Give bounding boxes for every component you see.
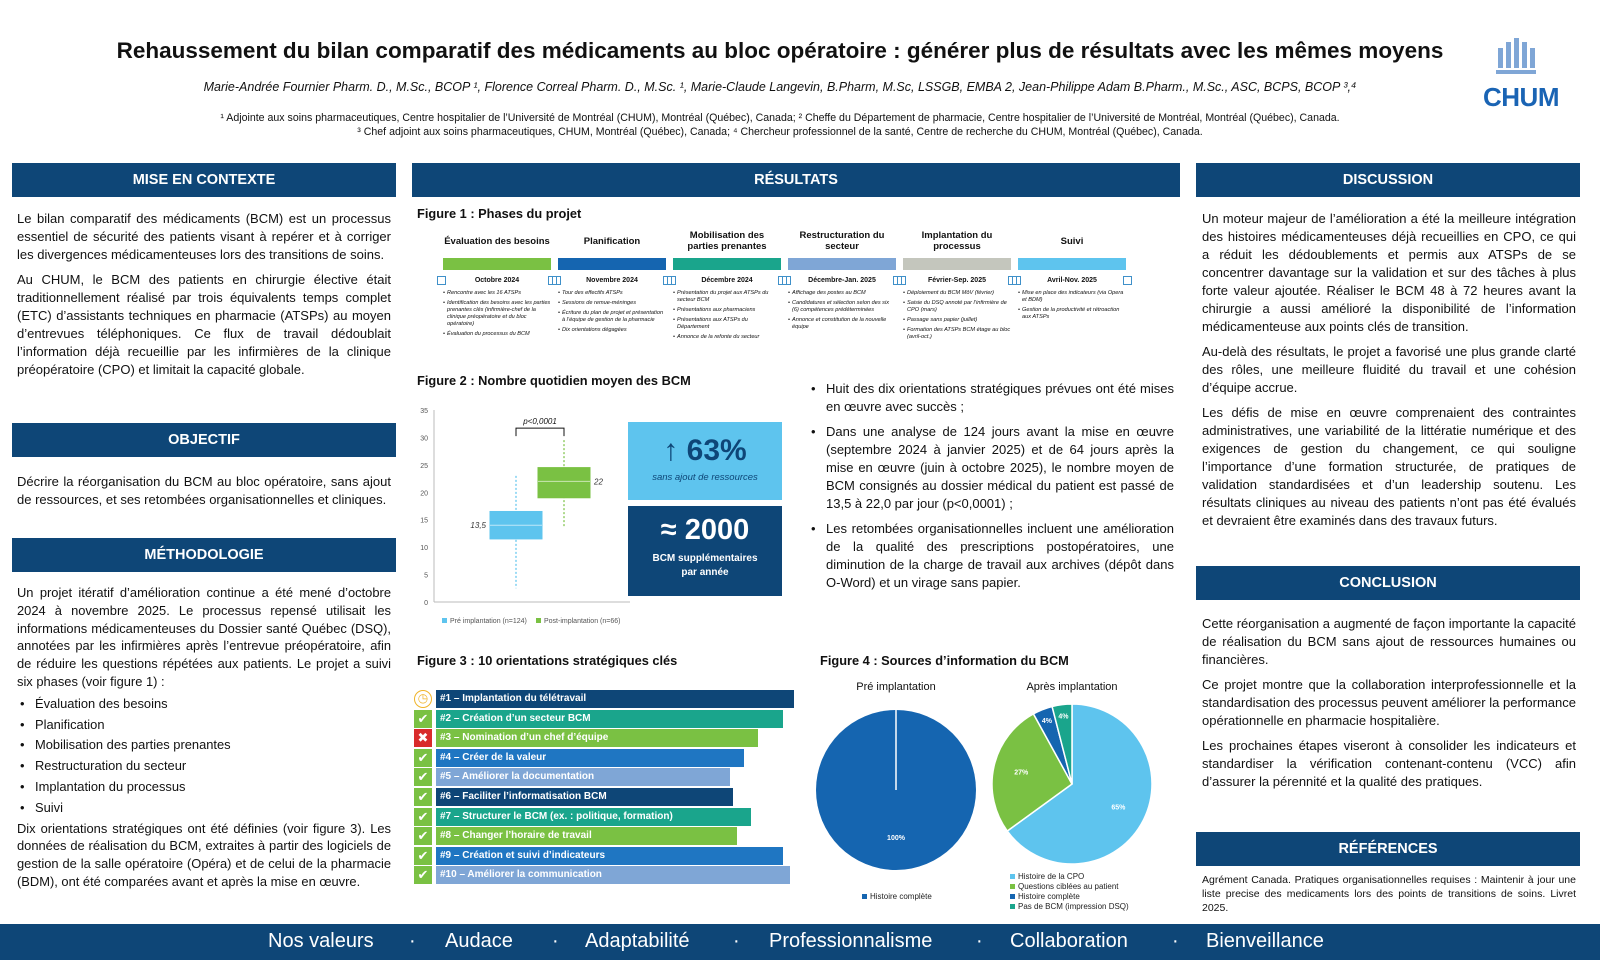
orientation-row: [414, 710, 794, 728]
authors-line: Marie-Andrée Fournier Pharm. D., M.Sc., BCOP ¹, Florence Correal Pharm. D., M.Sc. ¹, Marie-Claude Langevin, B.Pharm, M.Sc, LSSGB, EMBA 2, Jean-Philippe Adam B.Pharm., M.Sc., ASC, BCPS, BCOP ³,⁴: [203, 80, 1357, 94]
orientation-bar: #1 – Implantation du télétravail: [436, 690, 794, 708]
information-sources-pie-charts: [808, 676, 1180, 914]
stat-percentage-number: 63%: [686, 434, 747, 467]
legend-label: Pré implantation (n=124): [450, 618, 527, 625]
phase-name: Suivi: [1060, 235, 1084, 247]
phase-column: [1018, 226, 1126, 352]
phase-activities: [558, 290, 666, 337]
checkmark-icon: ✔: [414, 749, 432, 767]
discussion-paragraph-3: Les défis de mise en œuvre comprenaient des contraintes administratives, une variabilité de la littératie numérique et des exigences de gestion du changement, ce qui souligne l’importance d’une formation structurée, de pratiques de validation standardisées et d’un leadership soutenu. Les résultats cliniques au niveau des patients n’ont pas été évalués et devraient être examinés dans des travaux futurs.: [1202, 405, 1576, 528]
phase-list-item: • Planification: [17, 716, 391, 734]
arrow-up-icon: ↑: [663, 434, 679, 467]
footer-separator: ·: [552, 930, 559, 952]
phases-list: [17, 695, 391, 817]
phase-color-bar: [1018, 258, 1126, 270]
methodologie-text: [17, 584, 391, 898]
objectif-paragraph: Décrire la réorganisation du BCM au bloc opératoire, sans ajout de ressources, et ses retombées organisationnelles et cliniques.: [17, 474, 391, 507]
y-tick-label: 5: [424, 572, 428, 580]
legend-swatch: [536, 618, 541, 623]
orientation-bar: #6 – Faciliter l’informatisation BCM: [436, 788, 733, 806]
phase-list-item: • Suivi: [17, 799, 391, 817]
orientation-row: [414, 768, 794, 786]
phase-color-bar: [788, 258, 896, 270]
discussion-paragraph-2: Au-delà des résultats, le projet a favorisé une plus grande clarté des rôles, une meilleure fluidité du travail et une cohésion d’équipe accrue.: [1202, 344, 1576, 395]
pie-legend-label: Pas de BCM (impression DSQ): [1018, 902, 1129, 911]
phase-column: [788, 226, 896, 352]
phase-column: [903, 226, 1011, 352]
footer-value: Collaboration: [1010, 930, 1128, 952]
pie-legend-swatch: [1010, 884, 1015, 889]
phase-activity: • Présentation du projet aux ATSPs du secteur BCM: [673, 290, 781, 304]
resultat-bullet: • Les retombées organisationnelles incluent une amélioration de la qualité des prescriptions postopératoires, une diminution de la charge de travail aux archives (dépôt dans O-Word) et un virage sans papier.: [808, 520, 1174, 592]
phase-activities: [673, 290, 781, 344]
phase-name: Évaluation des besoins: [444, 235, 550, 247]
stat-count-label: [628, 552, 782, 580]
reference-item: Agrément Canada. Pratiques organisationnelles requises : Maintenir à jour une liste precise des medicaments lors des points de transitions de soins. Livret 2025.: [1202, 874, 1576, 914]
phase-activity: • Mise en place des indicateurs (via Opera et BDM): [1018, 290, 1126, 304]
footer-value: Audace: [445, 930, 513, 952]
phase-date: Décembre 2024: [673, 274, 781, 287]
phase-activity: • Présentations aux pharmaciens: [673, 307, 781, 314]
orientation-row: [414, 690, 794, 708]
phase-date: Novembre 2024: [558, 274, 666, 287]
methodologie-paragraph-2: Dix orientations stratégiques ont été définies (voir figure 3). Les données de réalisation du BCM, extraites à partir des logiciels de gestion de la salle opératoire (Opéra) et de celui de la pharmacie (BDM), ont été comparées avant et après la mise en œuvre.: [17, 820, 391, 889]
orientation-bar: #7 – Structurer le BCM (ex. : politique, formation): [436, 808, 751, 826]
objectif-text: [17, 473, 391, 516]
checkmark-icon: ✔: [414, 847, 432, 865]
values-footer: [0, 924, 1600, 960]
phase-color-bar: [903, 258, 1011, 270]
orientation-bar: #4 – Créer de la valeur: [436, 749, 744, 767]
phase-activity: • Gestion de la productivité et rétroaction aux ATSPs: [1018, 307, 1126, 321]
pie-legend-swatch: [1010, 904, 1015, 909]
phase-activity: • Identification des besoins avec les parties prenantes clés (infirmière-chef de la clinique préopératoire et du bloc opératoire): [443, 300, 551, 328]
phase-activities: [903, 290, 1011, 344]
pie-value-label: 4%: [1041, 717, 1053, 725]
footer-separator: ·: [976, 930, 983, 952]
footer-separator: ·: [1172, 930, 1179, 952]
phase-activity: • Candidatures et sélection selon des six (6) compétences prédéterminées: [788, 300, 896, 314]
contexte-paragraph-1: Le bilan comparatif des médicaments (BCM) est un processus essentiel de sécurité des patients visant à repérer et à corriger les divergences médicamenteuses lors des transitions de soins.: [17, 211, 391, 262]
bcm-boxplot-chart: [412, 400, 644, 632]
pie-title: Après implantation: [1026, 681, 1118, 693]
chum-logo-icon: [1496, 38, 1536, 76]
stat-percentage-value: [628, 434, 782, 468]
affiliations: [60, 111, 1500, 139]
phase-column: [673, 226, 781, 352]
pie-legend-label: Questions ciblées au patient: [1018, 882, 1119, 891]
phase-name: Mobilisation des parties prenantes: [687, 230, 767, 252]
pie-legend-label: Histoire de la CPO: [1018, 872, 1085, 881]
orientation-row: [414, 788, 794, 806]
phase-date: Décembre-Jan. 2025: [788, 274, 896, 287]
phase-activity: • Affichage des postes au BCM: [788, 290, 896, 297]
significance-bracket: [516, 428, 564, 436]
contexte-paragraph-2: Au CHUM, le BCM des patients en chirurgie élective était traditionnellement réalisé par trois équivalents temps complet (ETC) d’assistants techniques en pharmacie (ATSPs) au moyen d’entrevues téléphoniques. Ce flux de travail dédoublait l’information déjà recueillie par les infirmières de la clinique préopératoire (CPO) et limitait la capacité globale.: [17, 272, 391, 377]
figure-1-title: Figure 1 : Phases du projet: [417, 206, 582, 221]
orientation-bar: #10 – Améliorer la communication: [436, 866, 790, 884]
p-value-label: p<0,0001: [523, 417, 557, 427]
phase-list-item: • Implantation du processus: [17, 778, 391, 796]
footer-values-label: Nos valeurs: [268, 930, 374, 952]
phase-activity: • Annonce de la refonte du secteur: [673, 334, 781, 341]
orientation-bar: #5 – Améliorer la documentation: [436, 768, 730, 786]
box-mean-label: 13,5: [470, 521, 486, 531]
orientation-bar: #9 – Création et suivi d’indicateurs: [436, 847, 783, 865]
orientation-bar: #8 – Changer l’horaire de travail: [436, 827, 737, 845]
phase-activity: • Dix orientations dégagées: [558, 327, 666, 334]
section-header-discussion: DISCUSSION: [1196, 163, 1580, 197]
checkmark-icon: ✔: [414, 827, 432, 845]
pie-legend-label: Histoire complète: [870, 892, 932, 901]
phase-date: Avril-Nov. 2025: [1018, 274, 1126, 287]
phase-date: Octobre 2024: [443, 274, 551, 287]
orientation-bar: #2 – Création d’un secteur BCM: [436, 710, 783, 728]
resultat-bullet: • Dans une analyse de 124 jours avant la mise en œuvre (septembre 2024 à janvier 2025) et de 64 jours après la mise en œuvre (juin à octobre 2025), le nombre moyen de BCM consignés au dossier médical du patient est passé de 13,5 à 22,0 par jour (p<0,0001) ;: [808, 423, 1174, 513]
chum-logo: [1476, 38, 1566, 114]
orientation-row: [414, 808, 794, 826]
checkmark-icon: ✔: [414, 866, 432, 884]
phase-activity: • Présentations aux ATSPs du Département: [673, 317, 781, 331]
conclusion-paragraph-1: Cette réorganisation a augmenté de façon importante la capacité de réalisation du BCM sans ajout de ressources humaines ou financières.: [1202, 616, 1576, 667]
phase-activities: [1018, 290, 1126, 324]
orientations-list: [414, 690, 794, 890]
resultats-bullets: [808, 380, 1174, 592]
resultat-bullet: • Huit des dix orientations stratégiques prévues ont été mises en œuvre avec succès ;: [808, 380, 1174, 416]
y-tick-label: 20: [420, 490, 428, 498]
legend-label: Post-implantation (n=66): [544, 618, 621, 625]
orientation-row: [414, 827, 794, 845]
y-tick-label: 25: [420, 462, 428, 470]
pie-legend-swatch: [1010, 874, 1015, 879]
affiliation-line-1: ¹ Adjointe aux soins pharmaceutiques, Centre hospitalier de l’Université de Montréal (CHUM), Montréal (Québec), Canada; ² Cheffe du Département de pharmacie, Centre hospitalier de l’Université de Montréal, Montréal (Québec), Canada.: [220, 112, 1340, 124]
section-header-contexte: MISE EN CONTEXTE: [12, 163, 396, 197]
orientation-bar: #3 – Nomination d’un chef d’équipe: [436, 729, 758, 747]
y-tick-label: 10: [420, 545, 428, 553]
contexte-text: [17, 210, 391, 386]
pie-legend-label: Histoire complète: [1018, 892, 1080, 901]
checkmark-icon: ✔: [414, 710, 432, 728]
checkmark-icon: ✔: [414, 808, 432, 826]
footer-separator: ·: [409, 930, 416, 952]
figure-2-title: Figure 2 : Nombre quotidien moyen des BCM: [417, 373, 691, 388]
logo-text: CHUM: [1483, 82, 1559, 112]
references-text: [1202, 873, 1576, 922]
y-tick-label: 30: [420, 435, 428, 443]
stat-count-label-line-1: BCM supplémentaires: [652, 553, 758, 564]
phase-name: Implantation du processus: [921, 230, 993, 252]
phase-activities: [443, 290, 551, 341]
checkmark-icon: ✔: [414, 768, 432, 786]
phase-activity: • Rencontre avec les 16 ATSPs: [443, 290, 551, 297]
figure-3-title: Figure 3 : 10 orientations stratégiques clés: [417, 653, 678, 668]
footer-separator: ·: [733, 930, 740, 952]
stat-percentage-label: sans ajout de ressources: [652, 472, 758, 483]
affiliation-line-2: ³ Chef adjoint aux soins pharmaceutiques, CHUM, Montréal (Québec), Canada; ⁴ Chercheur professionnel de la santé, Centre de recherche du CHUM, Montréal (Québec), Canada.: [357, 126, 1203, 138]
pie-value-label: 65%: [1111, 804, 1126, 812]
phase-column: [558, 226, 666, 352]
conclusion-paragraph-3: Les prochaines étapes viseront à consolider les indicateurs et standardiser la vérification contenant-contenu (VCC) afin d’assurer la pérennité et la qualité des pratiques.: [1202, 738, 1576, 789]
orientation-row: [414, 749, 794, 767]
phase-name: Planification: [583, 235, 641, 247]
phase-column: [443, 226, 551, 352]
pie-value-label: 27%: [1014, 769, 1029, 777]
stat-count-value: ≈ 2000: [660, 514, 750, 546]
conclusion-paragraph-2: Ce projet montre que la collaboration interprofessionnelle et la standardisation des processus peuvent améliorer la performance opérationnelle en pharmacie hospitalière.: [1202, 677, 1576, 728]
section-header-resultats: RÉSULTATS: [412, 163, 1180, 197]
phase-activity: • Tour des effectifs ATSPs: [558, 290, 666, 297]
phase-activities: [788, 290, 896, 334]
box-mean-label: 22: [594, 477, 603, 487]
footer-value: Adaptabilité: [585, 930, 690, 952]
clock-icon: ◷: [414, 690, 432, 708]
discussion-paragraph-1: Un moteur majeur de l’amélioration a été la meilleure intégration des histoires médicamenteuses déjà recueillies en CPO, ce qui a réduit les dédoublements et permis aux ATSPs de se concentrer davantage sur la validation et sur des tâches à plus forte valeur ajoutée. Réaliser le BCM 48 à 72 heures avant la chirurgie a aussi amélioré la disponibilité de l’information médicamenteuse aux points clés de transition.: [1202, 211, 1576, 334]
phase-color-bar: [443, 258, 551, 270]
pie-legend-swatch: [1010, 894, 1015, 899]
y-tick-label: 35: [420, 408, 428, 415]
resultats-text: [808, 380, 1174, 599]
section-header-references: RÉFÉRENCES: [1196, 832, 1580, 866]
phase-activity: • Déploiement du BCM MôV (février): [903, 290, 1011, 297]
phase-date: Février-Sep. 2025: [903, 274, 1011, 287]
orientation-row: [414, 866, 794, 884]
phase-activity: • Passage sans papier (juillet): [903, 317, 1011, 324]
orientation-row: [414, 847, 794, 865]
footer-value: Bienveillance: [1206, 930, 1324, 952]
pie-value-label: 4%: [1058, 713, 1069, 721]
phase-activity: • Formation des ATSPs BCM étage au bloc (avril-oct.): [903, 327, 1011, 341]
conclusion-text: [1202, 615, 1576, 798]
y-tick-label: 15: [420, 517, 428, 525]
legend-swatch: [442, 618, 447, 623]
discussion-text: [1202, 210, 1576, 537]
phase-color-bar: [673, 258, 781, 270]
cross-icon: ✖: [414, 729, 432, 747]
pie-legend-swatch: [862, 894, 867, 899]
phase-activity: • Saisie du DSQ annoté par l’infirmière de CPO (mars): [903, 300, 1011, 314]
phase-activity: • Évaluation du processus du BCM: [443, 331, 551, 338]
phase-activity: • Annonce et constitution de la nouvelle équipe: [788, 317, 896, 331]
checkmark-icon: ✔: [414, 788, 432, 806]
phase-activity: • Écriture du plan de projet et présentation à l’équipe de gestion de la pharmacie: [558, 310, 666, 324]
section-header-conclusion: CONCLUSION: [1196, 566, 1580, 600]
phase-color-bar: [558, 258, 666, 270]
phase-list-item: • Restructuration du secteur: [17, 757, 391, 775]
orientation-row: [414, 729, 794, 747]
section-header-objectif: OBJECTIF: [12, 423, 396, 457]
stat-count-box: [628, 506, 782, 596]
pie-title: Pré implantation: [856, 681, 936, 693]
pie-value-label: 100%: [887, 835, 905, 842]
stat-percentage-box: [628, 422, 782, 500]
phase-list-item: • Évaluation des besoins: [17, 695, 391, 713]
figure-4-title: Figure 4 : Sources d’information du BCM: [820, 653, 1069, 668]
y-tick-label: 0: [424, 600, 428, 607]
section-header-methodologie: MÉTHODOLOGIE: [12, 538, 396, 572]
stat-count-label-line-2: par année: [681, 567, 729, 578]
phase-name: Restructuration du secteur: [799, 230, 885, 252]
phase-activity: • Sessions de remue-méninges: [558, 300, 666, 307]
poster-title: Rehaussement du bilan comparatif des médicaments au bloc opératoire : générer plus de résultats avec les mêmes moyens: [116, 38, 1444, 63]
phase-list-item: • Mobilisation des parties prenantes: [17, 736, 391, 754]
box-post: [538, 468, 590, 498]
methodologie-paragraph-1: Un projet itératif d’amélioration continue a été mené d’octobre 2024 à novembre 2025. Le processus repensé utilisait les informations médicamenteuses du Dossier santé Québec (DSQ), annotées par les infirmières après l’entrevue préopératoire, afin de réduire les questions répétées aux patients. Le projet a suivi six phases (voir figure 1) :: [17, 585, 391, 689]
footer-value: Professionnalisme: [769, 930, 933, 952]
phases-timeline: [443, 226, 1127, 352]
